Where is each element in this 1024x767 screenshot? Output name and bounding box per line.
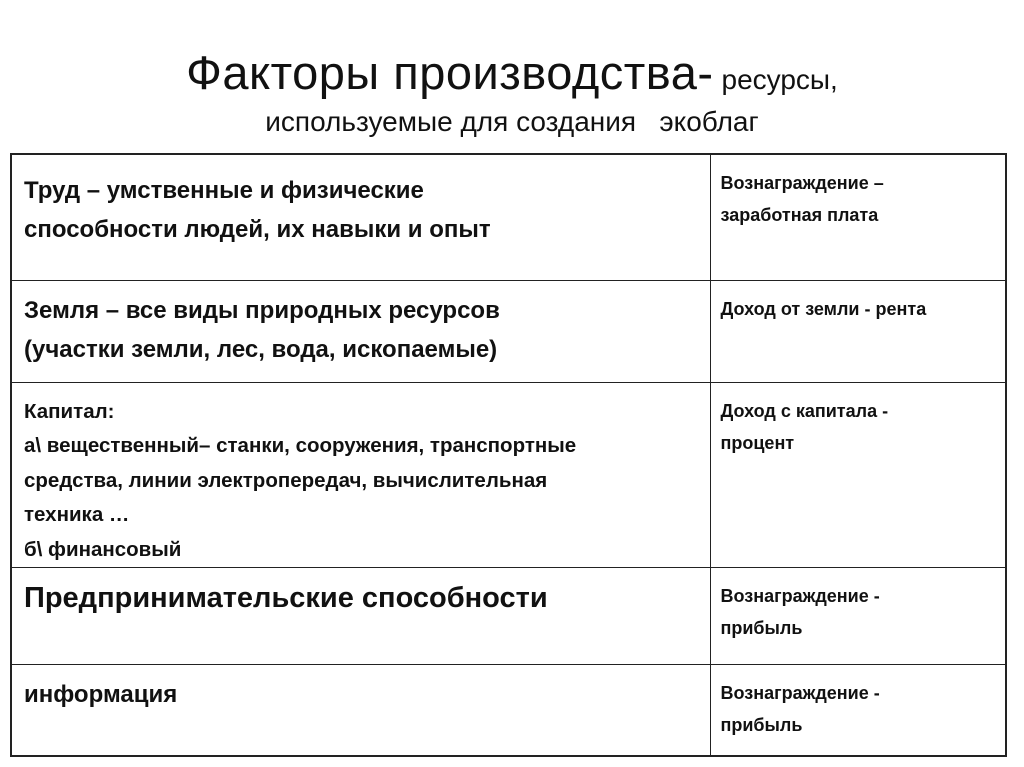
reward-cell-information xyxy=(710,665,1005,756)
slide-title xyxy=(0,46,1024,138)
reward-text: прибыль xyxy=(720,618,803,638)
factor-text: б\ финансовый xyxy=(24,537,182,561)
factor-text: Земля – все виды природных ресурсов xyxy=(24,296,500,324)
factors-table xyxy=(10,153,1007,757)
table-row-capital xyxy=(12,382,1005,568)
factor-cell-capital xyxy=(12,382,710,568)
reward-text: Доход с капитала - xyxy=(720,400,889,421)
table-row-land xyxy=(12,280,1005,382)
factor-cell-land xyxy=(12,280,710,382)
factor-text: Капитал: xyxy=(24,399,115,423)
factor-text: Предпринимательские способности xyxy=(24,582,548,614)
title-sub-2: используемые для создания экоблаг xyxy=(265,106,759,138)
factor-text: Труд – умственные и физические xyxy=(24,177,424,204)
factor-cell-entrepreneurship xyxy=(12,568,710,665)
reward-text: прибыль xyxy=(720,715,803,735)
reward-cell-land xyxy=(710,280,1005,382)
factor-text: а\ вещественный– станки, сооружения, транспортные xyxy=(24,434,577,457)
reward-text: процент xyxy=(720,432,795,453)
title-main: Факторы производства- xyxy=(186,46,714,99)
reward-cell-entrepreneurship xyxy=(710,568,1005,665)
factor-text: способности людей, их навыки и опыт xyxy=(24,216,491,243)
reward-text: Вознаграждение - xyxy=(720,683,880,703)
table-row-information xyxy=(12,665,1005,756)
title-line-1 xyxy=(0,46,1024,100)
reward-text: заработная плата xyxy=(720,205,879,225)
factor-text: техника … xyxy=(24,503,130,526)
factor-text: (участки земли, лес, вода, ископаемые) xyxy=(24,335,498,363)
factor-text: средства, линии электропередач, вычислительная xyxy=(24,468,548,492)
reward-text: Доход от земли - рента xyxy=(720,298,927,319)
factor-cell-information xyxy=(12,665,710,756)
title-sub-1: ресурсы, xyxy=(721,64,838,95)
reward-text: Вознаграждение – xyxy=(720,173,884,193)
factor-text: информация xyxy=(24,681,178,708)
table-row-labor xyxy=(12,155,1005,280)
reward-text: Вознаграждение - xyxy=(720,586,880,606)
table-row-entrepreneurship xyxy=(12,568,1005,665)
reward-cell-labor xyxy=(710,155,1005,280)
reward-cell-capital xyxy=(710,382,1005,568)
factor-cell-labor xyxy=(12,155,710,280)
